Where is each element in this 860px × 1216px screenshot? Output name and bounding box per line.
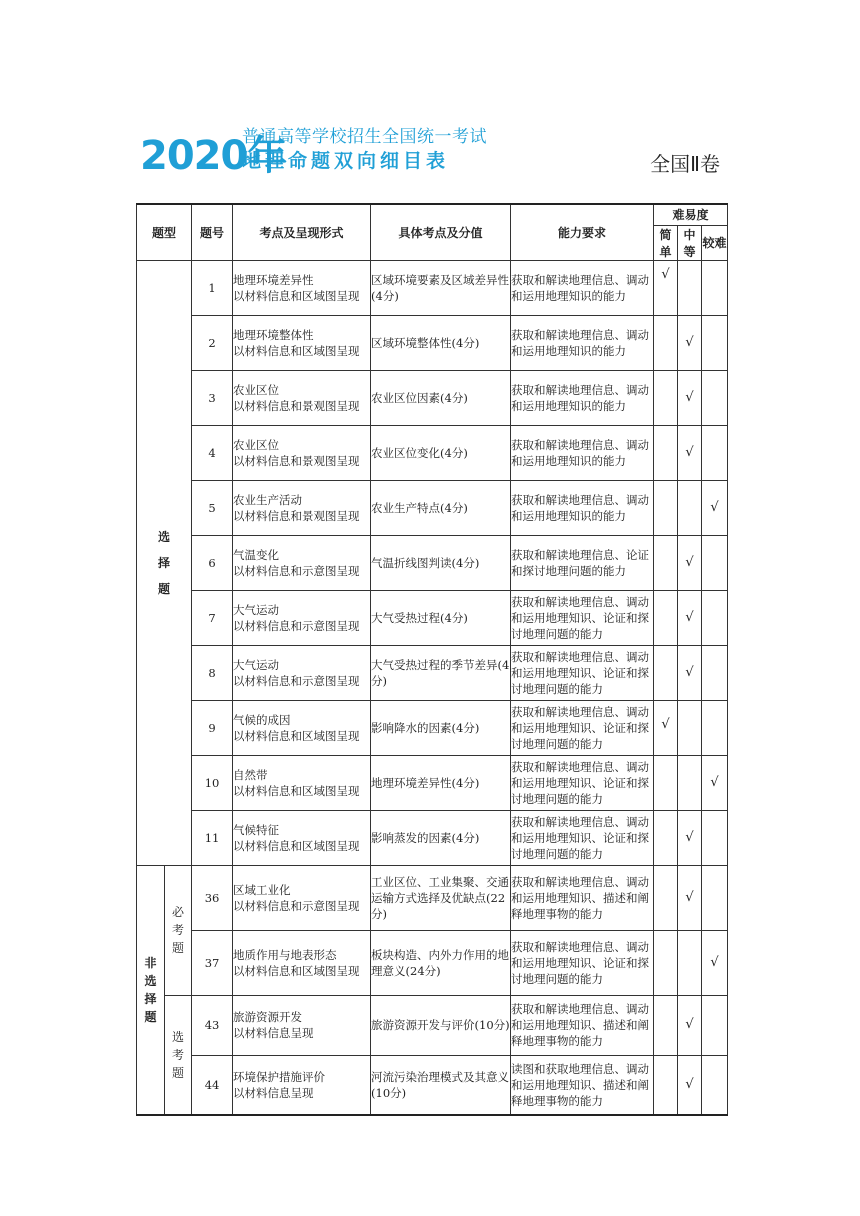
question-number: 43: [192, 995, 233, 1055]
difficulty-medium-cell: [678, 590, 702, 645]
difficulty-hard-cell: [702, 590, 728, 645]
ability-requirement: 获取和解读地理信息、调动和运用地理知识、论证和探讨地理问题的能力: [511, 930, 654, 995]
group-choice-label: 选择题: [157, 529, 170, 596]
table-row: [137, 1055, 728, 1115]
difficulty-hard-cell: [702, 260, 728, 315]
exam-point-topic: 气温变化: [233, 547, 280, 562]
table-row: [137, 315, 728, 370]
exam-point-topic: 地理环境差异性: [233, 272, 314, 287]
exam-point-format: 以材料信息和景观图呈现: [233, 398, 360, 413]
difficulty-easy-cell: [654, 260, 678, 315]
detail-point: 板块构造、内外力作用的地理意义(24分): [371, 930, 511, 995]
exam-point: [233, 480, 371, 535]
table-row: [137, 995, 728, 1055]
question-number: 37: [192, 930, 233, 995]
detail-point: 地理环境差异性(4分): [371, 755, 511, 810]
group-choice: [137, 260, 192, 865]
difficulty-hard-cell: [702, 810, 728, 865]
exam-point-topic: 区域工业化: [233, 882, 291, 897]
exam-point: [233, 755, 371, 810]
exam-point: [233, 260, 371, 315]
exam-point: [233, 995, 371, 1055]
exam-region: 全国Ⅱ卷: [650, 152, 720, 176]
table-row: [137, 700, 728, 755]
detail-point: 河流污染治理模式及其意义(10分): [371, 1055, 511, 1115]
difficulty-medium-cell: [678, 755, 702, 810]
group-nonchoice: [137, 865, 165, 1115]
difficulty-hard-cell: [702, 535, 728, 590]
difficulty-easy-cell: [654, 590, 678, 645]
detail-point: 农业生产特点(4分): [371, 480, 511, 535]
difficulty-medium-cell: [678, 315, 702, 370]
table-row: [137, 930, 728, 995]
difficulty-medium-cell: [678, 865, 702, 930]
difficulty-hard-cell: [702, 480, 728, 535]
exam-point: [233, 810, 371, 865]
difficulty-medium-cell: [678, 810, 702, 865]
group-nonchoice-label: 非选择题: [144, 955, 157, 1024]
exam-point-format: 以材料信息和区域图呈现: [233, 288, 360, 303]
exam-point-format: 以材料信息和区域图呈现: [233, 343, 360, 358]
table-row: [137, 865, 728, 930]
exam-point-topic: 旅游资源开发: [233, 1010, 303, 1024]
exam-point: [233, 1055, 371, 1115]
question-number: 2: [192, 315, 233, 370]
difficulty-medium-cell: [678, 1055, 702, 1115]
check-mark-icon: √: [661, 716, 670, 732]
question-number: 6: [192, 535, 233, 590]
exam-point-topic: 农业生产活动: [233, 492, 303, 507]
exam-point: [233, 865, 371, 930]
exam-point-topic: 大气运动: [233, 602, 280, 617]
check-mark-icon: √: [685, 889, 694, 905]
exam-point-topic: 地质作用与地表形态: [233, 947, 337, 962]
ability-requirement: 获取和解读地理信息、调动和运用地理知识、论证和探讨地理问题的能力: [511, 755, 654, 810]
detail-point: 区域环境要素及区域差异性(4分): [371, 260, 511, 315]
exam-point: [233, 590, 371, 645]
table-row: [137, 535, 728, 590]
difficulty-easy-cell: [654, 755, 678, 810]
difficulty-medium-cell: [678, 425, 702, 480]
difficulty-hard-cell: [702, 1055, 728, 1115]
exam-point-format: 以材料信息和示意图呈现: [233, 618, 360, 633]
detail-point: 农业区位变化(4分): [371, 425, 511, 480]
header-type: 题型: [137, 204, 192, 260]
table-row: [137, 480, 728, 535]
exam-point-format: 以材料信息和示意图呈现: [233, 898, 360, 913]
difficulty-easy-cell: [654, 930, 678, 995]
check-mark-icon: √: [685, 1076, 694, 1092]
table-row: [137, 645, 728, 700]
exam-point-format: 以材料信息和示意图呈现: [233, 673, 360, 688]
difficulty-hard-cell: [702, 370, 728, 425]
difficulty-medium-cell: [678, 480, 702, 535]
group-optional: [165, 995, 192, 1115]
difficulty-medium-cell: [678, 370, 702, 425]
difficulty-easy-cell: [654, 645, 678, 700]
difficulty-hard-cell: [702, 755, 728, 810]
check-mark-icon: √: [685, 664, 694, 680]
specification-table: [136, 203, 728, 1116]
exam-point-topic: 自然带: [233, 767, 268, 782]
difficulty-hard-cell: [702, 425, 728, 480]
ability-requirement: 获取和解读地理信息、调动和运用地理知识的能力: [511, 425, 654, 480]
header-title-line2: 地理命题双向细目表: [242, 150, 450, 172]
table-row: [137, 590, 728, 645]
exam-point: [233, 930, 371, 995]
exam-point-topic: 气候的成因: [233, 712, 291, 727]
difficulty-easy-cell: [654, 535, 678, 590]
exam-point-format: 以材料信息和景观图呈现: [233, 508, 360, 523]
exam-point-topic: 环境保护措施评价: [233, 1069, 326, 1084]
group-required-label: 必考题: [171, 905, 184, 955]
exam-point: [233, 645, 371, 700]
exam-point-format: 以材料信息呈现: [233, 1085, 314, 1100]
question-number: 8: [192, 645, 233, 700]
check-mark-icon: √: [685, 334, 694, 350]
question-number: 44: [192, 1055, 233, 1115]
ability-requirement: 读图和获取地理信息、调动和运用地理知识、描述和阐释地理事物的能力: [511, 1055, 654, 1115]
table-body: [137, 260, 728, 1115]
question-number: 4: [192, 425, 233, 480]
check-mark-icon: √: [685, 389, 694, 405]
exam-point-format: 以材料信息和区域图呈现: [233, 728, 360, 743]
question-number: 36: [192, 865, 233, 930]
check-mark-icon: √: [685, 444, 694, 460]
question-number: 9: [192, 700, 233, 755]
group-optional-label: 选考题: [171, 1029, 184, 1080]
difficulty-easy-cell: [654, 370, 678, 425]
question-number: 10: [192, 755, 233, 810]
difficulty-medium-cell: [678, 930, 702, 995]
exam-point: [233, 535, 371, 590]
exam-point-format: 以材料信息呈现: [233, 1026, 314, 1040]
header-no: 题号: [192, 204, 233, 260]
question-number: 1: [192, 260, 233, 315]
difficulty-medium-cell: [678, 645, 702, 700]
exam-point-format: 以材料信息和区域图呈现: [233, 783, 360, 798]
header-medium: 中等: [678, 225, 702, 260]
exam-point: [233, 425, 371, 480]
question-number: 3: [192, 370, 233, 425]
question-number: 5: [192, 480, 233, 535]
ability-requirement: 获取和解读地理信息、调动和运用地理知识的能力: [511, 370, 654, 425]
difficulty-hard-cell: [702, 315, 728, 370]
header-year: 2020年: [140, 133, 287, 179]
ability-requirement: 获取和解读地理信息、调动和运用地理知识的能力: [511, 480, 654, 535]
page-header: [140, 118, 720, 178]
detail-point: 气温折线图判读(4分): [371, 535, 511, 590]
exam-point-topic: 气候特征: [233, 822, 280, 837]
header-detail: 具体考点及分值: [371, 204, 511, 260]
ability-requirement: 获取和解读地理信息、调动和运用地理知识的能力: [511, 260, 654, 315]
difficulty-easy-cell: [654, 995, 678, 1055]
difficulty-easy-cell: [654, 700, 678, 755]
exam-point-topic: 大气运动: [233, 657, 280, 672]
table-row: [137, 425, 728, 480]
group-required: [165, 865, 192, 995]
ability-requirement: 获取和解读地理信息、调动和运用地理知识、论证和探讨地理问题的能力: [511, 590, 654, 645]
difficulty-easy-cell: [654, 810, 678, 865]
exam-point-format: 以材料信息和景观图呈现: [233, 453, 360, 468]
detail-point: 农业区位因素(4分): [371, 370, 511, 425]
difficulty-easy-cell: [654, 480, 678, 535]
difficulty-easy-cell: [654, 315, 678, 370]
check-mark-icon: √: [685, 554, 694, 570]
difficulty-medium-cell: [678, 995, 702, 1055]
exam-point-format: 以材料信息和示意图呈现: [233, 563, 360, 578]
ability-requirement: 获取和解读地理信息、调动和运用地理知识、描述和阐释地理事物的能力: [511, 865, 654, 930]
check-mark-icon: √: [710, 954, 719, 970]
detail-point: 区域环境整体性(4分): [371, 315, 511, 370]
exam-point: [233, 700, 371, 755]
difficulty-hard-cell: [702, 865, 728, 930]
exam-point-topic: 农业区位: [233, 382, 280, 397]
header-point: 考点及呈现形式: [233, 204, 371, 260]
difficulty-medium-cell: [678, 700, 702, 755]
table-row: [137, 260, 728, 315]
check-mark-icon: √: [685, 829, 694, 845]
question-number: 7: [192, 590, 233, 645]
header-title-line1: 普通高等学校招生全国统一考试: [242, 127, 487, 147]
ability-requirement: 获取和解读地理信息、调动和运用地理知识的能力: [511, 315, 654, 370]
exam-point-topic: 地理环境整体性: [233, 327, 314, 342]
check-mark-icon: √: [685, 609, 694, 625]
exam-point: [233, 370, 371, 425]
check-mark-icon: √: [685, 1017, 694, 1032]
difficulty-easy-cell: [654, 425, 678, 480]
check-mark-icon: √: [661, 266, 670, 282]
header-ability: 能力要求: [511, 204, 654, 260]
difficulty-easy-cell: [654, 1055, 678, 1115]
ability-requirement: 获取和解读地理信息、调动和运用地理知识、论证和探讨地理问题的能力: [511, 645, 654, 700]
difficulty-hard-cell: [702, 645, 728, 700]
table-row: [137, 810, 728, 865]
difficulty-hard-cell: [702, 995, 728, 1055]
check-mark-icon: √: [710, 499, 719, 515]
check-mark-icon: √: [710, 774, 719, 790]
header-hard: 较难: [702, 225, 728, 260]
detail-point: 影响蒸发的因素(4分): [371, 810, 511, 865]
exam-point-format: 以材料信息和区域图呈现: [233, 963, 360, 978]
exam-point-topic: 农业区位: [233, 437, 280, 452]
detail-point: 影响降水的因素(4分): [371, 700, 511, 755]
question-number: 11: [192, 810, 233, 865]
ability-requirement: 获取和解读地理信息、调动和运用地理知识、论证和探讨地理问题的能力: [511, 700, 654, 755]
detail-point: 大气受热过程(4分): [371, 590, 511, 645]
difficulty-easy-cell: [654, 865, 678, 930]
table-row: [137, 755, 728, 810]
table-row: [137, 370, 728, 425]
header-easy: 简单: [654, 225, 678, 260]
detail-point: 大气受热过程的季节差异(4分): [371, 645, 511, 700]
difficulty-medium-cell: [678, 260, 702, 315]
difficulty-medium-cell: [678, 535, 702, 590]
header-difficulty: 难易度: [654, 204, 728, 225]
detail-point: 工业区位、工业集聚、交通运输方式选择及优缺点(22分): [371, 865, 511, 930]
difficulty-hard-cell: [702, 700, 728, 755]
ability-requirement: 获取和解读地理信息、调动和运用地理知识、描述和阐释地理事物的能力: [511, 995, 654, 1055]
difficulty-hard-cell: [702, 930, 728, 995]
exam-point: [233, 315, 371, 370]
exam-point-format: 以材料信息和区域图呈现: [233, 838, 360, 853]
detail-point: 旅游资源开发与评价(10分): [371, 995, 511, 1055]
ability-requirement: 获取和解读地理信息、调动和运用地理知识、论证和探讨地理问题的能力: [511, 810, 654, 865]
ability-requirement: 获取和解读地理信息、论证和探讨地理问题的能力: [511, 535, 654, 590]
